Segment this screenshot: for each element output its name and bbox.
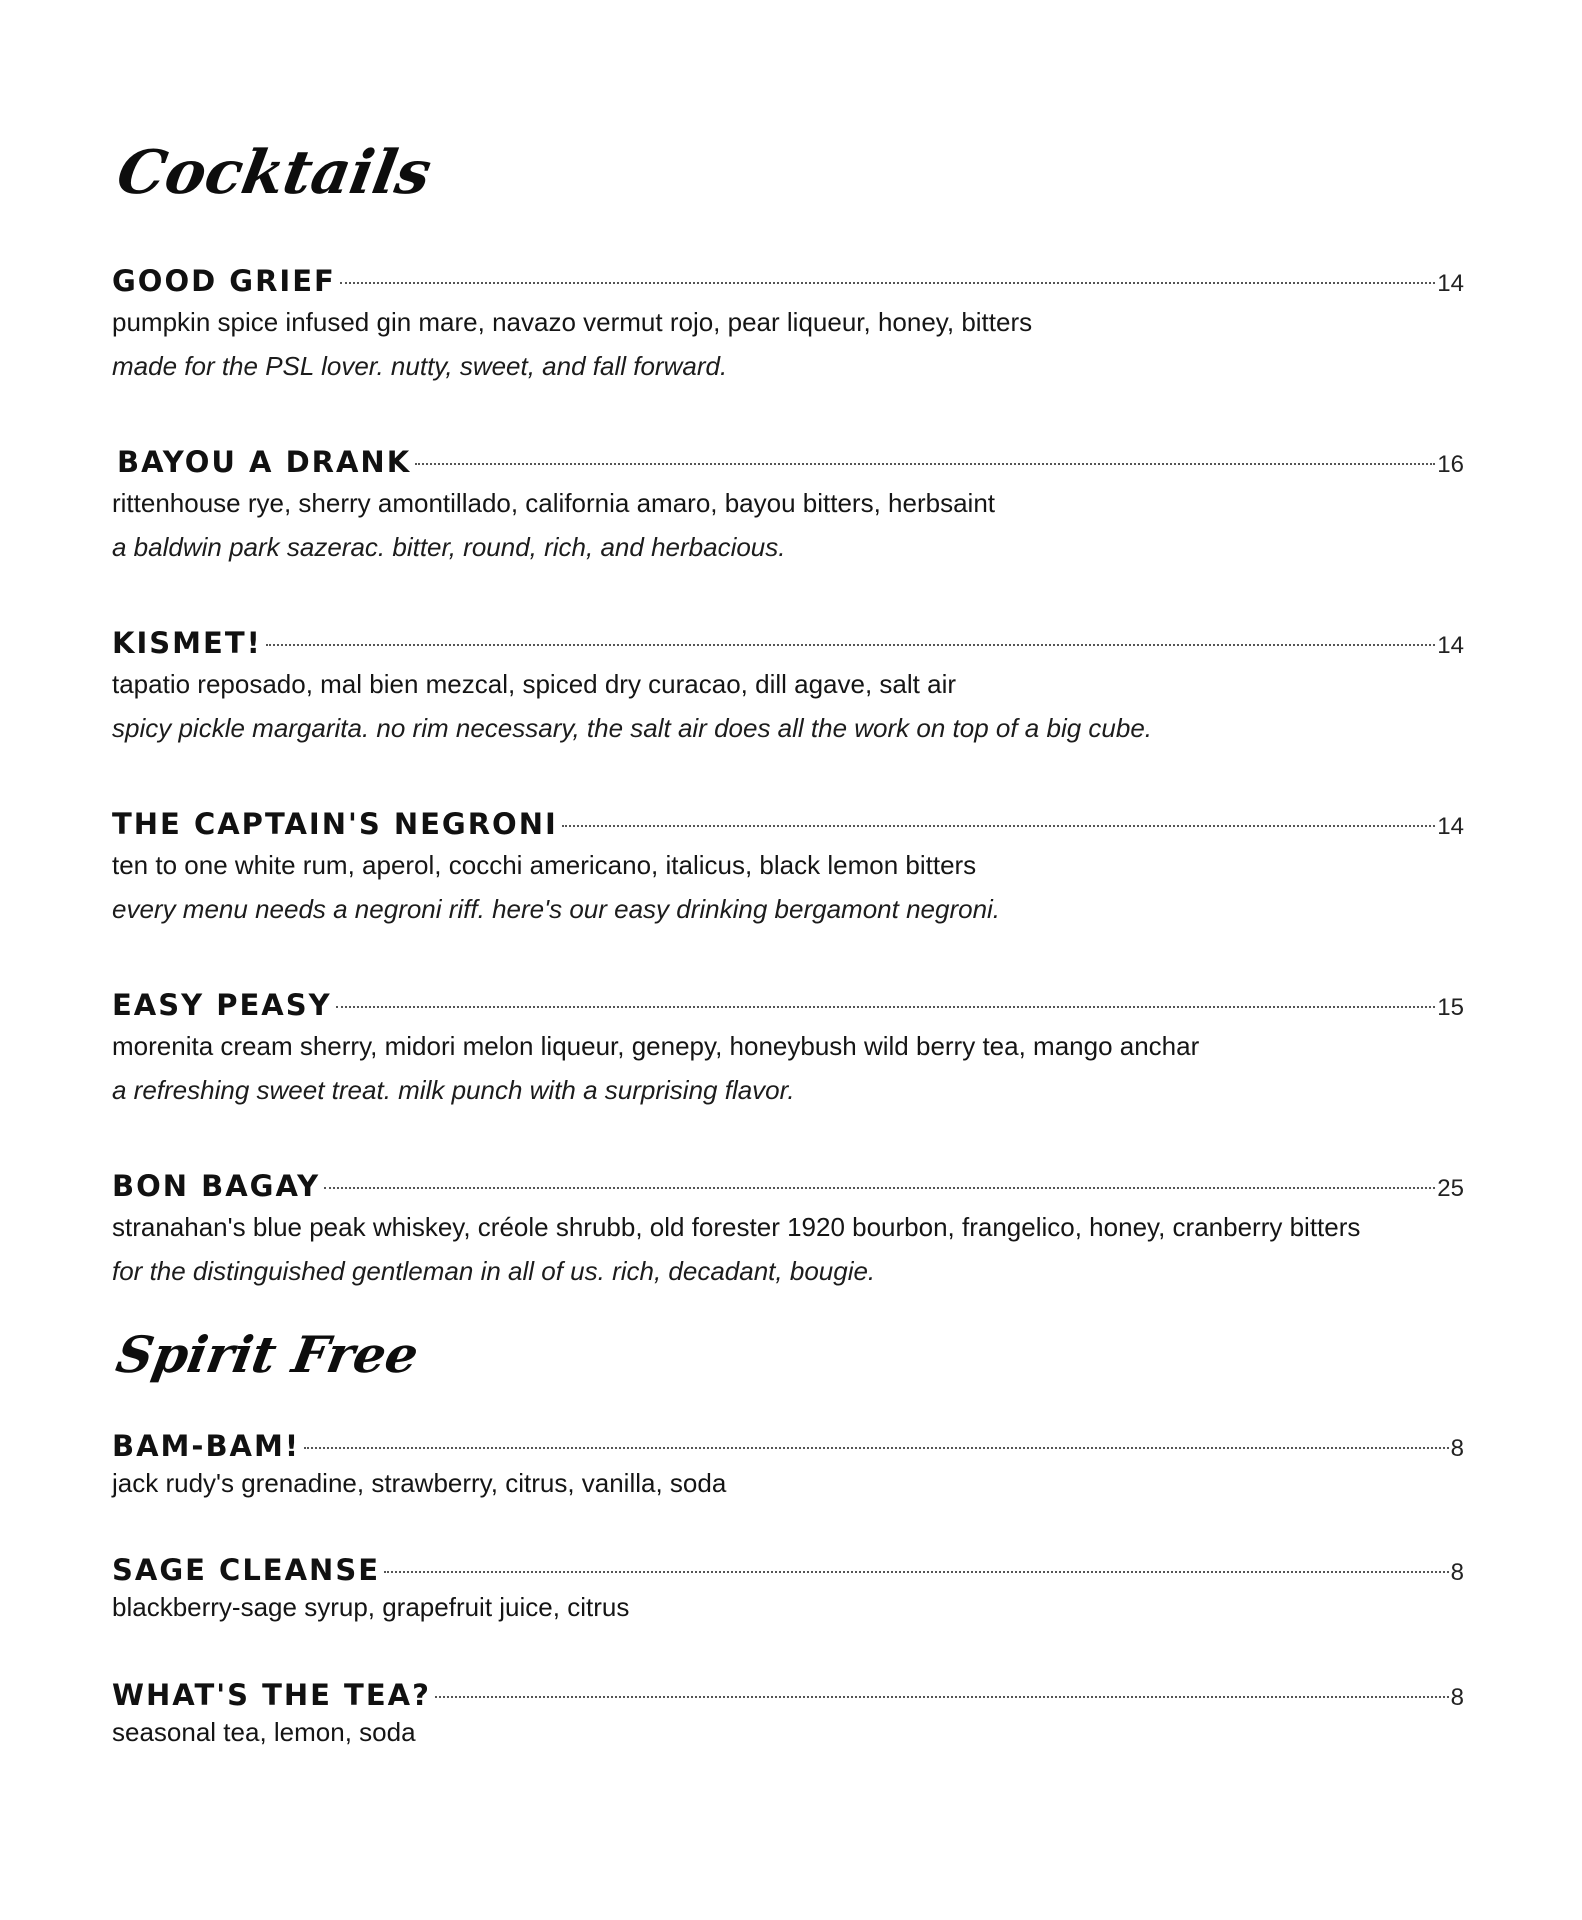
item-name: KISMET!: [112, 626, 262, 660]
menu-item-header: [112, 443, 1464, 481]
menu-item-header: [112, 986, 1464, 1024]
item-price: 8: [1450, 1684, 1464, 1711]
item-ingredients: jack rudy's grenadine, strawberry, citrus, vanilla, soda: [112, 1468, 727, 1498]
item-name: THE CAPTAIN'S NEGRONI: [112, 807, 558, 841]
item-price: 25: [1437, 1175, 1464, 1202]
item-ingredients: morenita cream sherry, midori melon liqueur, genepy, honeybush wild berry tea, mango anchar: [112, 1031, 1200, 1061]
item-tagline: a baldwin park sazerac. bitter, round, rich, and herbacious.: [112, 532, 786, 562]
menu-item: [112, 805, 1464, 931]
item-ingredients: ten to one white rum, aperol, cocchi americano, italicus, black lemon bitters: [112, 850, 977, 880]
item-price: 8: [1450, 1559, 1464, 1586]
item-name: GOOD GRIEF: [112, 264, 336, 298]
item-price: 16: [1437, 451, 1464, 478]
item-ingredients: blackberry-sage syrup, grapefruit juice, citrus: [112, 1592, 630, 1622]
dot-leader: [340, 282, 1435, 284]
item-name: SAGE CLEANSE: [112, 1553, 381, 1587]
item-tagline: every menu needs a negroni riff. here's our easy drinking bergamont negroni.: [112, 894, 1001, 924]
dot-leader: [304, 1447, 1449, 1449]
item-ingredients: pumpkin spice infused gin mare, navazo vermut rojo, pear liqueur, honey, bitters: [112, 307, 1033, 337]
item-tagline: for the distinguished gentleman in all of us. rich, decadant, bougie.: [112, 1256, 876, 1286]
item-ingredients: stranahan's blue peak whiskey, créole shrubb, old forester 1920 bourbon, frangelico, honey, cranberry bitters: [112, 1212, 1361, 1242]
menu-item-header: [112, 262, 1464, 300]
item-name: BON BAGAY: [112, 1169, 321, 1203]
spirit-free-heading: Spirit Free: [112, 1325, 423, 1384]
menu-item-header: [112, 1551, 1464, 1589]
menu-item-header: [112, 1676, 1464, 1714]
menu-item: [112, 986, 1464, 1112]
item-ingredients: tapatio reposado, mal bien mezcal, spiced dry curacao, dill agave, salt air: [112, 669, 956, 699]
cocktails-heading: Cocktails: [112, 138, 437, 208]
item-name: WHAT'S THE TEA?: [112, 1678, 431, 1712]
menu-item: [112, 1427, 1464, 1501]
item-price: 14: [1437, 270, 1464, 297]
menu-item: [112, 1551, 1464, 1625]
menu-item-header: [112, 1427, 1464, 1465]
menu-item: [112, 1167, 1464, 1293]
item-tagline: made for the PSL lover. nutty, sweet, and fall forward.: [112, 351, 728, 381]
dot-leader: [562, 825, 1436, 827]
dot-leader: [336, 1006, 1436, 1008]
dot-leader: [415, 463, 1435, 465]
dot-leader: [384, 1571, 1449, 1573]
item-tagline: a refreshing sweet treat. milk punch with a surprising flavor.: [112, 1075, 795, 1105]
item-price: 14: [1437, 813, 1464, 840]
menu-item: [112, 262, 1464, 388]
menu-item: [112, 443, 1464, 569]
item-name: BAYOU A DRANK: [117, 445, 412, 479]
dot-leader: [266, 644, 1435, 646]
menu-item: [112, 624, 1464, 750]
item-ingredients: seasonal tea, lemon, soda: [112, 1717, 416, 1747]
menu-item-header: [112, 624, 1464, 662]
item-price: 8: [1450, 1435, 1464, 1462]
menu-item-header: [112, 805, 1464, 843]
item-name: BAM-BAM!: [112, 1429, 301, 1463]
item-name: EASY PEASY: [112, 988, 332, 1022]
item-price: 15: [1437, 994, 1464, 1021]
menu-item-header: [112, 1167, 1464, 1205]
menu-item: [112, 1676, 1464, 1750]
item-ingredients: rittenhouse rye, sherry amontillado, california amaro, bayou bitters, herbsaint: [112, 488, 995, 518]
dot-leader: [324, 1187, 1435, 1189]
item-tagline: spicy pickle margarita. no rim necessary, the salt air does all the work on top of a big cube.: [112, 713, 1153, 743]
dot-leader: [435, 1696, 1449, 1698]
item-price: 14: [1437, 632, 1464, 659]
